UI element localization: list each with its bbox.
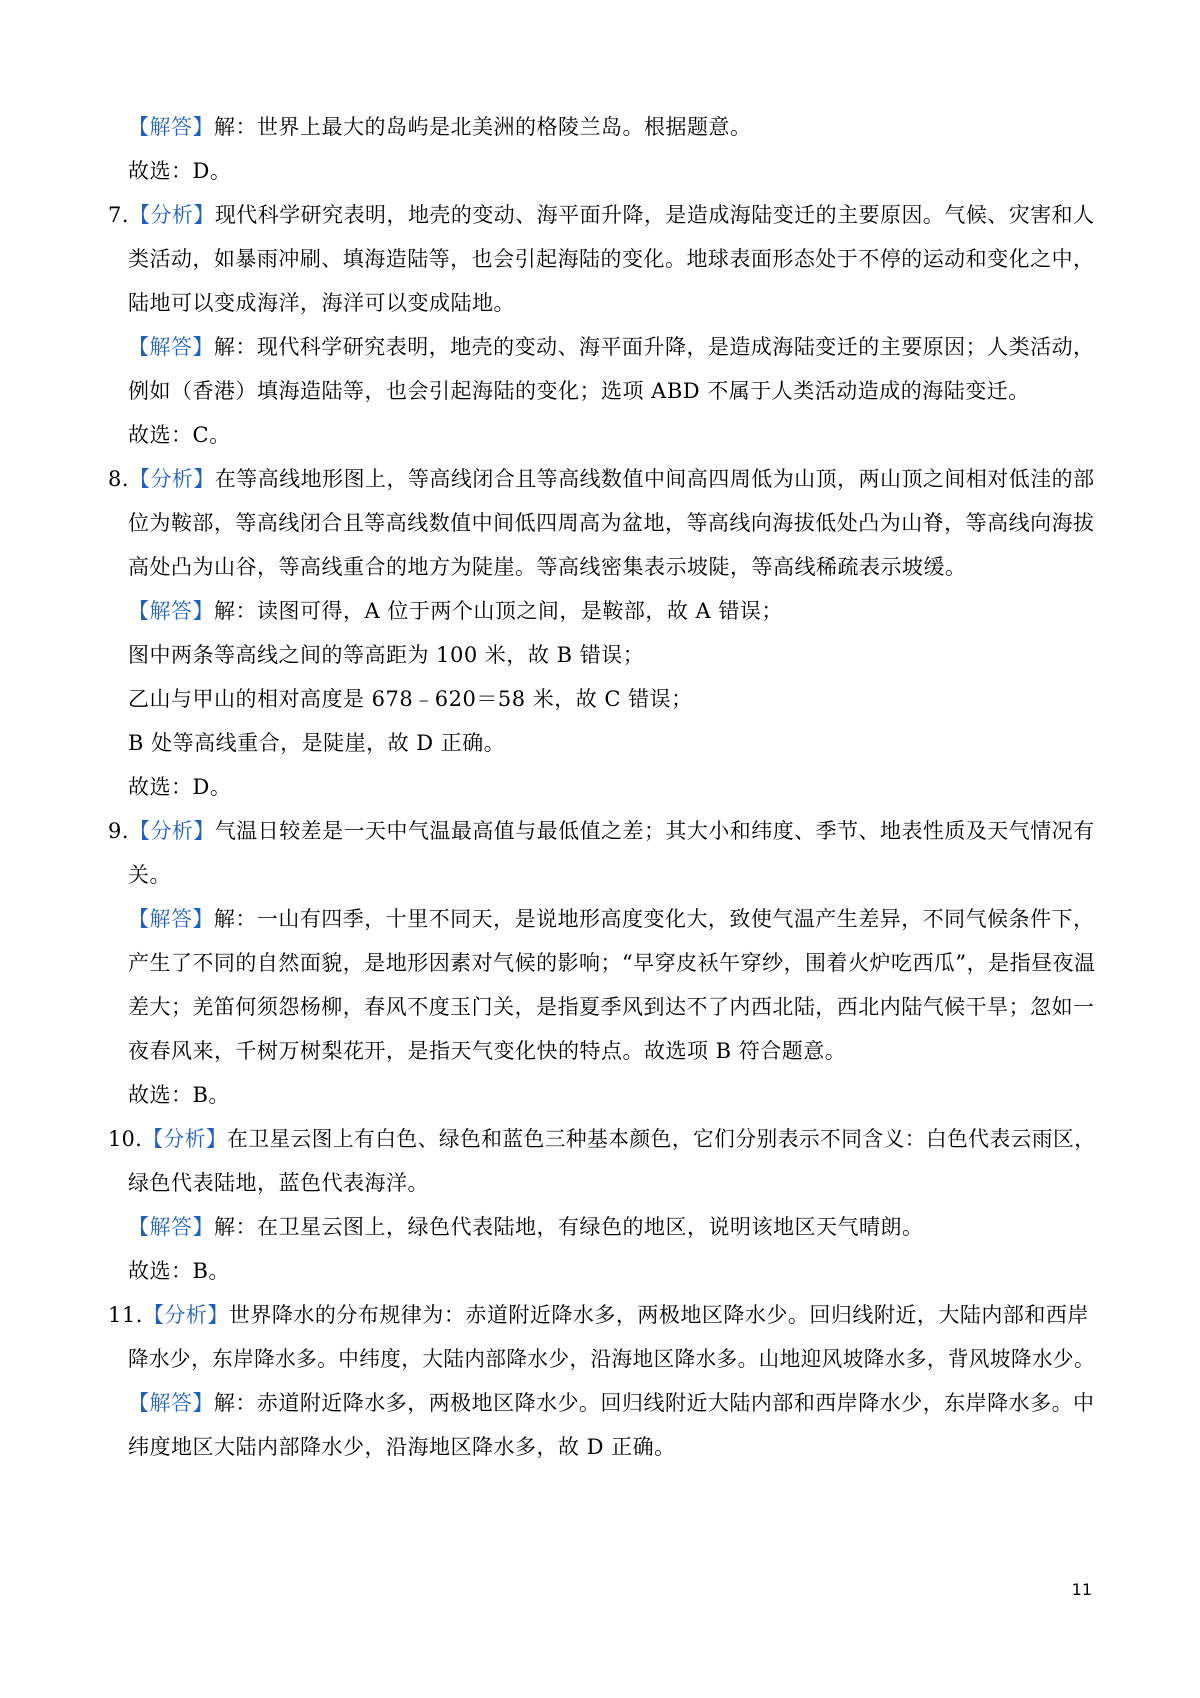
- question-number: 8.: [108, 467, 130, 491]
- answer-tag: 【解答】: [128, 115, 214, 139]
- text-line: [128, 1036, 846, 1066]
- line-text: 在卫星云图上有白色、绿色和蓝色三种基本颜色，它们分别表示不同含义：白色代表云雨区，: [227, 1127, 1096, 1151]
- line-text: 降水少，东岸降水多。中纬度，大陆内部降水少，沿海地区降水多。山地迎风坡降水多，背风坡降水少。: [128, 1347, 1096, 1371]
- text-line: [128, 1432, 676, 1462]
- line-text: 图中两条等高线之间的等高距为 100 米，故 B 错误；: [128, 643, 645, 667]
- line-text: 故选：D。: [128, 775, 232, 799]
- question-number: 11.: [108, 1303, 143, 1327]
- question-8-analysis: [108, 464, 1095, 494]
- choice-line: [128, 772, 231, 802]
- analysis-tag: 【分析】: [142, 1127, 228, 1151]
- answer-line: [128, 1212, 924, 1242]
- line-text: 绿色代表陆地，蓝色代表海洋。: [128, 1171, 429, 1195]
- line-text: 解：赤道附近降水多，两极地区降水少。回归线附近大陆内部和西岸降水少，东岸降水多。中: [213, 1391, 1095, 1415]
- choice-line: [128, 156, 231, 186]
- answer-tag: 【解答】: [128, 907, 214, 931]
- line-text: 在等高线地形图上，等高线闭合且等高线数值中间高四周低为山顶，两山顶之间相对低洼的部: [214, 467, 1095, 491]
- line-text: 纬度地区大陆内部降水少，沿海地区降水多，故 D 正确。: [128, 1435, 676, 1459]
- answer-line: [128, 904, 1095, 934]
- text-line: [128, 860, 171, 890]
- analysis-tag: 【分析】: [129, 467, 215, 491]
- choice-line: [128, 1080, 230, 1110]
- text-line: [128, 992, 1095, 1022]
- line-text: 故选：B。: [128, 1259, 230, 1283]
- line-text: 故选：B。: [128, 1083, 230, 1107]
- line-text: 产生了不同的自然面貌，是地形因素对气候的影响；“早穿皮袄午穿纱，围着火炉吃西瓜”，是指昼夜温: [128, 951, 1096, 975]
- answer-tag: 【解答】: [128, 1391, 214, 1415]
- answer-line: [128, 112, 752, 142]
- question-10-analysis: [108, 1124, 1095, 1154]
- line-text: 类活动，如暴雨冲刷、填海造陆等，也会引起海陆的变化。地球表面形态处于不停的运动和变化之中，: [128, 247, 1095, 271]
- line-text: 解：读图可得，A 位于两个山顶之间，是鞍部，故 A 错误；: [214, 599, 783, 623]
- line-text: 解：在卫星云图上，绿色代表陆地，有绿色的地区，说明该地区天气晴朗。: [214, 1215, 924, 1239]
- line-text: 气温日较差是一天中气温最高值与最低值之差；其大小和纬度、季节、地表性质及天气情况有: [214, 819, 1095, 843]
- question-number: 10.: [108, 1127, 143, 1151]
- line-text: 陆地可以变成海洋，海洋可以变成陆地。: [128, 291, 515, 315]
- line-text: 解：一山有四季，十里不同天，是说地形高度变化大，致使气温产生差异，不同气候条件下，: [213, 907, 1095, 931]
- line-text: 例如（香港）填海造陆等，也会引起海陆的变化；选项 ABD 不属于人类活动造成的海陆变迁。: [128, 379, 1030, 403]
- analysis-tag: 【分析】: [129, 819, 215, 843]
- question-9-analysis: [108, 816, 1095, 846]
- text-line: [128, 684, 693, 714]
- page-number: 11: [1071, 1580, 1092, 1599]
- line-text: 关。: [128, 863, 171, 887]
- line-text: 故选：C。: [128, 423, 231, 447]
- line-text: 差大；羌笛何须怨杨柳，春风不度玉门关，是指夏季风到达不了内西北陆，西北内陆气候干旱；忽如一: [128, 995, 1095, 1019]
- choice-line: [128, 1256, 230, 1286]
- answer-tag: 【解答】: [128, 599, 214, 623]
- text-line: [128, 640, 644, 670]
- line-text: 乙山与甲山的相对高度是 678﹣620＝58 米，故 C 错误；: [128, 687, 693, 711]
- text-line: [128, 728, 505, 758]
- text-line: [128, 508, 1095, 538]
- question-11-analysis: [108, 1300, 1089, 1330]
- line-text: 高处凸为山谷，等高线重合的地方为陡崖。等高线密集表示坡陡，等高线稀疏表示坡缓。: [128, 555, 967, 579]
- text-line: [128, 288, 515, 318]
- question-number: 7.: [108, 203, 130, 227]
- text-line: [128, 1344, 1095, 1374]
- question-7-analysis: [108, 200, 1095, 230]
- line-text: 故选：D。: [128, 159, 232, 183]
- text-line: [128, 552, 967, 582]
- answer-line: [128, 1388, 1095, 1418]
- text-line: [128, 1168, 429, 1198]
- analysis-tag: 【分析】: [129, 203, 215, 227]
- text-line: [128, 376, 1030, 406]
- line-text: 夜春风来，千树万树梨花开，是指天气变化快的特点。故选项 B 符合题意。: [128, 1039, 847, 1063]
- line-text: B 处等高线重合，是陡崖，故 D 正确。: [128, 731, 506, 755]
- analysis-tag: 【分析】: [142, 1303, 229, 1327]
- answer-tag: 【解答】: [128, 1215, 214, 1239]
- line-text: 现代科学研究表明，地壳的变动、海平面升降，是造成海陆变迁的主要原因。气候、灾害和人: [214, 203, 1095, 227]
- line-text: 解：世界上最大的岛屿是北美洲的格陵兰岛。根据题意。: [214, 115, 752, 139]
- text-line: [128, 948, 1096, 978]
- choice-line: [128, 420, 231, 450]
- line-text: 世界降水的分布规律为：赤道附近降水多，两极地区降水少。回归线附近，大陆内部和西岸: [228, 1303, 1089, 1327]
- line-text: 解：现代科学研究表明，地壳的变动、海平面升降，是造成海陆变迁的主要原因；人类活动，: [213, 335, 1095, 359]
- answer-line: [128, 596, 783, 626]
- text-line: [128, 244, 1095, 274]
- question-number: 9.: [108, 819, 130, 843]
- answer-tag: 【解答】: [128, 335, 214, 359]
- answer-line: [128, 332, 1095, 362]
- line-text: 位为鞍部，等高线闭合且等高线数值中间低四周高为盆地，等高线向海拔低处凸为山脊，等高线向海拔: [128, 511, 1095, 535]
